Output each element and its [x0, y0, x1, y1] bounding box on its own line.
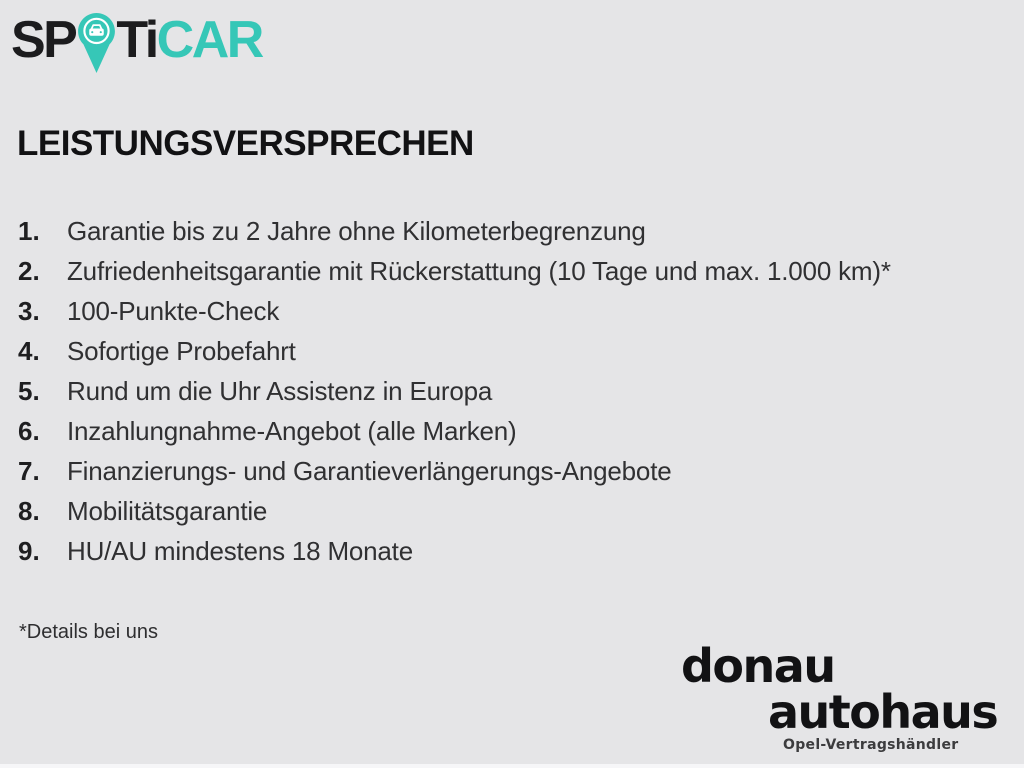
list-item: [18, 211, 1008, 251]
list-item: [18, 491, 1008, 531]
list-item: [18, 451, 1008, 491]
list-item-number: 1.: [18, 215, 40, 246]
list-item-number: 5.: [18, 375, 40, 406]
dealer-logo-line1: donau: [681, 639, 835, 693]
list-item: [18, 371, 1008, 411]
spoticar-logo: [11, 10, 262, 74]
list-item-text: HU/AU mindestens 18 Monate: [67, 535, 413, 566]
location-pin-car-icon: [77, 12, 116, 74]
page-title: LEISTUNGSVERSPRECHEN: [17, 124, 474, 163]
list-item-number: 7.: [18, 455, 40, 486]
list-item-text: Rund um die Uhr Assistenz in Europa: [67, 375, 493, 406]
list-item-number: 3.: [18, 295, 40, 326]
dealer-logo-line2: autohaus: [768, 685, 998, 739]
spoticar-logo-text-sp: SP: [11, 11, 76, 69]
list-item-number: 6.: [18, 415, 40, 446]
list-item-text: Garantie bis zu 2 Jahre ohne Kilometerbegrenzung: [67, 215, 646, 246]
list-item-text: Mobilitätsgarantie: [67, 495, 268, 526]
list-item-number: 2.: [18, 255, 40, 286]
list-item-number: 8.: [18, 495, 40, 526]
bottom-strip: [0, 764, 1024, 768]
dealer-subtitle: Opel-Vertragshändler: [783, 737, 959, 753]
list-item-number: 4.: [18, 335, 40, 366]
list-item: [18, 531, 1008, 571]
promise-list: [18, 211, 1008, 571]
spoticar-logo-text-car: CAR: [156, 11, 262, 69]
list-item-number: 9.: [18, 535, 40, 566]
footnote: *Details bei uns: [19, 621, 158, 643]
list-item-text: 100-Punkte-Check: [67, 295, 280, 326]
list-item-text: Inzahlungnahme-Angebot (alle Marken): [67, 415, 517, 446]
list-item-text: Finanzierungs- und Garantieverlängerungs-Angebote: [67, 455, 672, 486]
list-item-text: Zufriedenheitsgarantie mit Rückerstattung (10 Tage und max. 1.000 km)*: [67, 255, 891, 286]
list-item: [18, 411, 1008, 451]
list-item: [18, 291, 1008, 331]
list-item: [18, 331, 1008, 371]
spoticar-logo-text-ti: Ti: [116, 11, 157, 69]
list-item-text: Sofortige Probefahrt: [67, 335, 296, 366]
list-item: [18, 251, 1008, 291]
